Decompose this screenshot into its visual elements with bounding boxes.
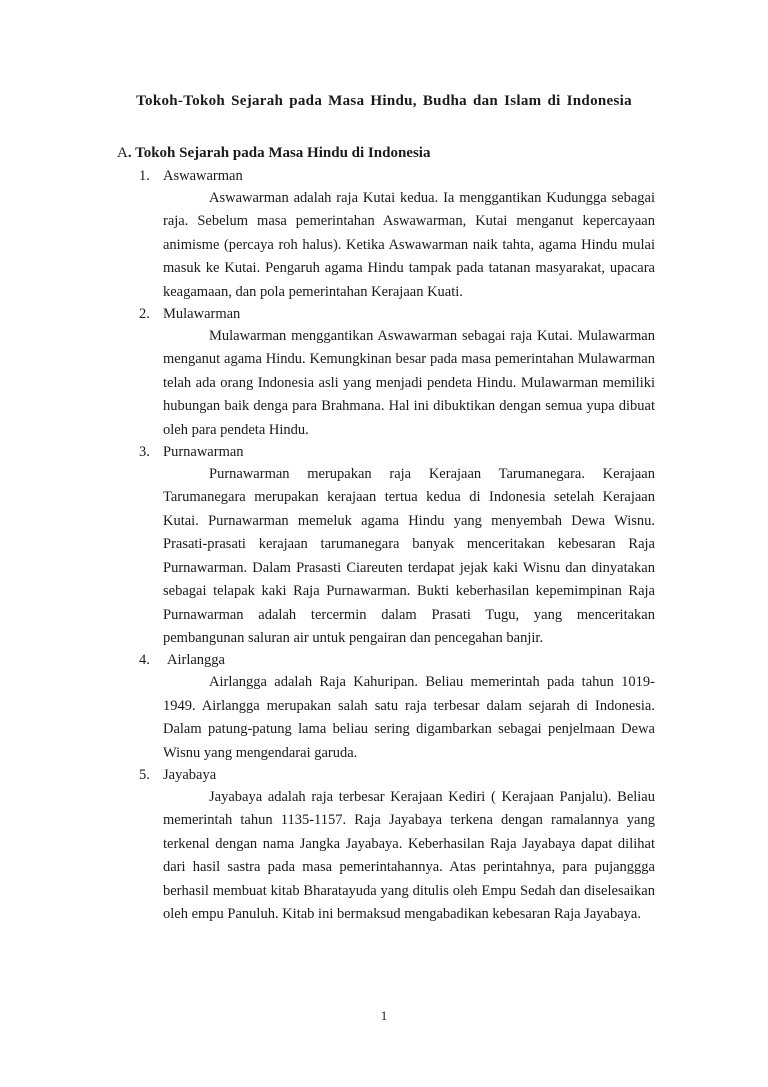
list-item [0,765,768,926]
list-item-header [0,442,768,463]
list-item-number: 4. [139,652,150,669]
list-item-name: Mulawarman [163,306,241,323]
list-item [0,442,768,650]
section-letter: A [117,145,128,161]
list-item-paragraph: Aswawarman adalah raja Kutai kedua. Ia menggantikan Kudungga sebagai raja. Sebelum masa pemerintahan Aswawarman, Kutai menganut kepercayaan animisme (percaya roh halus). Ketika Aswawarman naik tahta, agama Hindu mulai masuk ke Kutai. Pengaruh agama Hindu tampak pada tatanan masyarakat, upacara keagamaan, dan pola pemerintahan Kerajaan Kuati. [163,190,655,300]
list-item-header [0,304,768,325]
list-item [0,166,768,304]
section-title: . Tokoh Sejarah pada Masa Hindu di Indonesia [127,145,431,161]
list-item-number: 3. [139,444,150,461]
list-item-header [0,166,768,187]
list-item [0,650,768,765]
list-item-number: 2. [139,306,150,323]
list-item-paragraph: Purnawarman merupakan raja Kerajaan Tarumanegara. Kerajaan Tarumanegara merupakan kerajaan tertua kedua di Indonesia setelah Kerajaan Kutai. Purnawarman memeluk agama Hindu yang menyembah Dewa Wisnu. Prasati-prasati kerajaan tarumanegara banyak menceritakan kebesaran Raja Purnawarman. Dalam Prasasti Ciareuten terdapat jejak kaki Wisnu dan dinyatakan sebagai telapak kaki Raja Purnawarman. Bukti keberhasilan kepemimpinan Raja Purnawarman adalah tercermin dalam Prasati Tugu, yang menceritakan pembangunan saluran air untuk pengairan dan pencegahan banjir. [163,466,655,646]
page-number: 1 [380,1008,388,1023]
list-item [0,304,768,442]
list-item-name: Purnawarman [163,444,244,461]
list-item-number: 1. [139,168,150,184]
list-item-paragraph: Jayabaya adalah raja terbesar Kerajaan Kediri ( Kerajaan Panjalu). Beliau memerintah tahun 1135-1157. Raja Jayabaya terkena dengan ramalannya yang terkenal dengan nama Jangka Jayabaya. Keberhasilan Raja Jayabaya dapat dilihat dari hasil sastra pada masa pemerintahannya. Atas perintahnya, para pujanggga berhasil membuat kitab Bharatayuda yang ditulis oleh Empu Sedah dan diselesaikan oleh empu Panuluh. Kitab ini bermaksud mengabadikan kebesaran Raja Jayabaya. [163,788,655,922]
document-title: Tokoh-Tokoh Sejarah pada Masa Hindu, Budha dan Islam di Indonesia [136,93,632,109]
section-heading [117,145,430,162]
list-item-paragraph: Mulawarman menggantikan Aswawarman sebagai raja Kutai. Mulawarman menganut agama Hindu. Kemungkinan besar pada masa pemerintahan Mulawarman telah ada orang Indonesia asli yang menjadi pendeta Hindu. Mulawarman memiliki hubungan baik denga para Brahmana. Hal ini dibuktikan dengan semua yupa dibuat oleh para pendeta Hindu. [163,328,655,438]
list-item-paragraph: Airlangga adalah Raja Kahuripan. Beliau memerintah pada tahun 1019-1949. Airlangga merupakan salah satu raja terbesar dalam sejarah di Indonesia. Dalam patung-patung lama beliau sering digambarkan sebagai penjelmaan Dewa Wisnu yang mengendarai garuda. [163,674,655,761]
list-item-header [0,650,768,671]
list-item-name: Jayabaya [163,766,217,783]
list-item-name: Aswawarman [163,168,243,184]
figure-list [0,166,768,926]
list-item-number: 5. [139,766,150,783]
list-item-header [0,765,768,786]
list-item-name: Airlangga [167,652,225,669]
